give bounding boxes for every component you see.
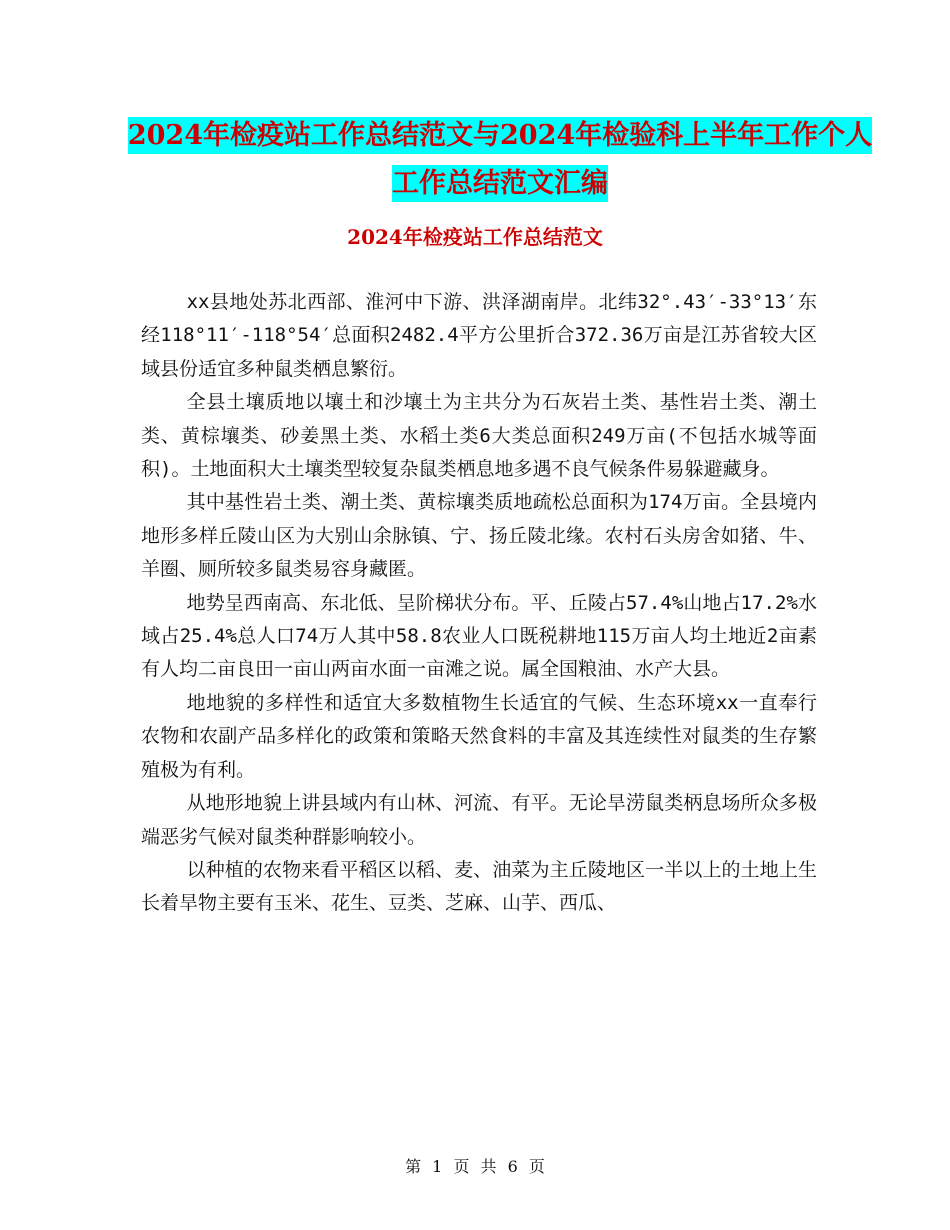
page-footer: 第 1 页 共 6 页 xyxy=(405,1157,545,1176)
paragraph: 地势呈西南高、东北低、呈阶梯状分布。平、丘陵占57.4%山地占17.2%水域占25.4%总人口74万人其中58.8农业人口既税耕地115万亩人均土地近2亩素有人均二亩良田一亩山两亩水面一亩滩之说。属全国粮油、水产大县。 xyxy=(141,591,817,681)
paragraph: 其中基性岩土类、潮土类、黄棕壤类质地疏松总面积为174万亩。全县境内地形多样丘陵山区为大别山余脉镇、宁、扬丘陵北缘。农村石头房舍如猪、牛、羊圈、厕所较多鼠类易容身藏匿。 xyxy=(141,491,817,581)
paragraph: 全县土壤质地以壤土和沙壤土为主共分为石灰岩土类、基性岩土类、潮土类、黄棕壤类、砂姜黑土类、水稻土类6大类总面积249万亩(不包括水城等面积)。土地面积大土壤类型较复杂鼠类栖息地多遇不良气候条件易躲避藏身。 xyxy=(141,391,817,481)
document-title xyxy=(120,112,880,208)
paragraph: 以种植的农物来看平稻区以稻、麦、油菜为主丘陵地区一半以上的土地上生长着旱物主要有玉米、花生、豆类、芝麻、山芋、西瓜、 xyxy=(141,858,817,915)
document-title-text: 2024年检疫站工作总结范文与2024年检验科上半年工作个人工作总结范文汇编 xyxy=(128,117,872,202)
section-title: 2024年检疫站工作总结范文 xyxy=(347,225,603,249)
document-body xyxy=(141,286,817,921)
paragraph: 从地形地貌上讲县域内有山林、河流、有平。无论旱涝鼠类柄息场所众多极端恶劣气候对鼠类种群影响较小。 xyxy=(141,792,817,848)
paragraph: xx县地处苏北西部、淮河中下游、洪泽湖南岸。北纬32°.43′-33°13′东经118°11′-118°54′总面积2482.4平方公里折合372.36万亩是江苏省较大区域县份适宜多种鼠类栖息繁衍。 xyxy=(141,291,817,380)
paragraph: 地地貌的多样性和适宜大多数植物生长适宜的气候、生态环境xx一直奉行农物和农副产品多样化的政策和策略天然食料的丰富及其连续性对鼠类的生存繁殖极为有利。 xyxy=(141,691,817,781)
